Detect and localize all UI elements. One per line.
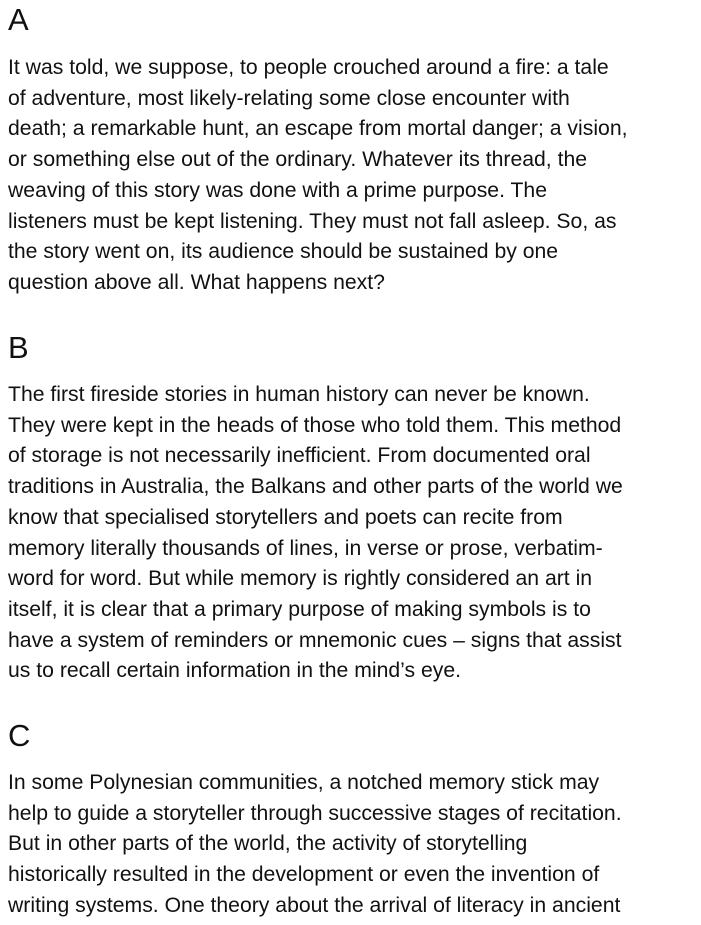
section-paragraph-c — [8, 768, 622, 922]
section-paragraph-b — [8, 380, 623, 687]
section-paragraph-a — [8, 53, 628, 299]
section-heading-b: B — [8, 330, 29, 365]
text-line: The first fireside stories in human history can never be known. — [8, 383, 590, 406]
text-line: of storage is not necessarily inefficient. From documented oral — [8, 444, 591, 468]
section-heading-c: C — [8, 718, 31, 753]
text-line: weaving of this story was done with a prime purpose. The — [8, 178, 547, 202]
text-line: or something else out of the ordinary. Whatever its thread, the — [8, 148, 588, 172]
text-line: In some Polynesian communities, a notched memory stick may — [8, 771, 600, 794]
text-line: memory literally thousands of lines, in verse or prose, verbatim- — [8, 536, 603, 560]
text-line: writing systems. One theory about the arrival of literacy in ancient — [8, 893, 621, 917]
text-line: word for word. But while memory is rightly considered an art in — [8, 567, 593, 591]
text-line: They were kept in the heads of those who told them. This method — [8, 413, 622, 437]
text-line: know that specialised storytellers and poets can recite from — [8, 505, 563, 529]
text-line: question above all. What happens next? — [8, 270, 385, 294]
text-line: itself, it is clear that a primary purpose of making symbols is to — [8, 597, 591, 621]
text-line: But in other parts of the world, the activity of storytelling — [8, 832, 528, 856]
text-line: traditions in Australia, the Balkans and other parts of the world we — [8, 475, 623, 499]
text-line: It was told, we suppose, to people crouched around a fire: a tale — [8, 56, 609, 79]
text-line: us to recall certain information in the mind’s eye. — [8, 659, 462, 683]
text-line: historically resulted in the development or even the invention of — [8, 863, 600, 887]
section-heading-a: A — [8, 2, 29, 37]
text-line: listeners must be kept listening. They must not fall asleep. So, as — [8, 209, 617, 233]
text-line: of adventure, most likely-relating some close encounter with — [8, 86, 570, 110]
text-line: have a system of reminders or mnemonic cues – signs that assist — [8, 628, 622, 652]
text-line: help to guide a storyteller through successive stages of recitation. — [8, 801, 622, 825]
text-line: the story went on, its audience should be sustained by one — [8, 240, 559, 264]
text-line: death; a remarkable hunt, an escape from mortal danger; a vision, — [8, 117, 628, 141]
